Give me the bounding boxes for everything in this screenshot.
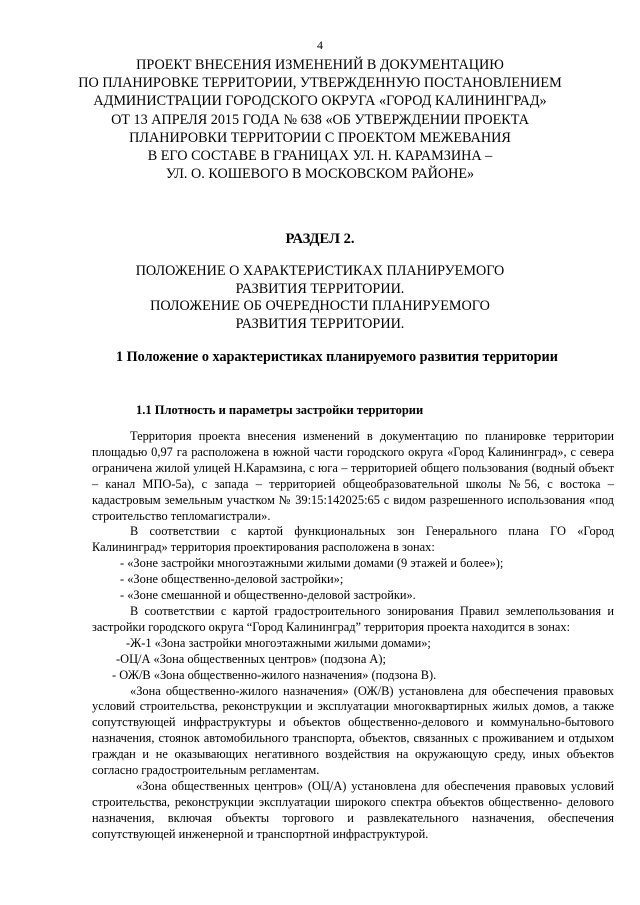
paragraph-zone-oca: «Зона общественных центров» (ОЦ/А) установлена для обеспечения правовых условий строительства, реконструкции эксплуатации широкого спектра объектов общественно- делового назначения, включая объекты торгового и развлекательного назначения, обеспечения сопутствующей инженерной и транспортной инфраструктурой. (92, 778, 614, 841)
list-item-zone-zh1: -Ж-1 «Зона застройки многоэтажными жилыми домами»; (126, 635, 431, 650)
project-title-line: ПЛАНИРОВКИ ТЕРРИТОРИИ С ПРОЕКТОМ МЕЖЕВАНИЯ (129, 129, 511, 146)
list-item-zone-oca: -ОЦ/А «Зона общественных центров» (подзона А); (116, 651, 386, 666)
list-item-zone-ozhv: - ОЖ/В «Зона общественно-жилого назначения» (подзона В). (112, 667, 437, 682)
section-subtitle-line: РАЗВИТИЯ ТЕРРИТОРИИ. (235, 315, 405, 332)
list-item-zone: - «Зоне смешанной и общественно-деловой застройки». (120, 588, 416, 603)
project-title-line: УЛ. О. КОШЕВОГО В МОСКОВСКОМ РАЙОНЕ» (165, 166, 475, 183)
subsection-heading: 1.1 Плотность и параметры застройки территории (136, 403, 424, 417)
project-title-line: ПО ПЛАНИРОВКЕ ТЕРРИТОРИИ, УТВЕРЖДЕННУЮ ПОСТАНОВЛЕНИЕМ (78, 75, 562, 92)
project-title-line: В ЕГО СОСТАВЕ В ГРАНИЦАХ УЛ. Н. КАРАМЗИНА – (147, 148, 493, 165)
paragraph-general-plan: В соответствии с картой функциональных зон Генерального плана ГО «Город Калининград» территория проектирования расположена в зонах: (92, 524, 614, 555)
paragraph-zoning-rules: В соответствии с картой градостроительного зонирования Правил землепользования и застройки городского округа “Город Калининград” территория проекта находится в зонах: (92, 603, 614, 634)
project-title-line: АДМИНИСТРАЦИИ ГОРОДСКОГО ОКРУГА «ГОРОД КАЛИНИНГРАД» (93, 93, 547, 110)
section-subtitle-line: РАЗВИТИЯ ТЕРРИТОРИИ. (235, 280, 405, 297)
section-heading: РАЗДЕЛ 2. (285, 231, 355, 247)
paragraph-zone-ozhv: «Зона общественно-жилого назначения» (ОЖ/В) установлена для обеспечения правовых условий строительства, реконструкции и эксплуатации многоквартирных жилых домов, а также сопутствующей инфраструктуры и объектов общественно-делового и коммунально-бытового назначения, стоянок автомобильного транспорта, объектов, связанных с проживанием и отдыхом граждан и не оказывающих негативного воздействия на окружающую среду, иных объектов согласно градостроительным регламентам. (92, 683, 614, 778)
section-subtitle-line: ПОЛОЖЕНИЕ ОБ ОЧЕРЕДНОСТИ ПЛАНИРУЕМОГО (150, 298, 490, 314)
project-title-line: ОТ 13 АПРЕЛЯ 2015 ГОДА № 638 «ОБ УТВЕРЖДЕНИИ ПРОЕКТА (111, 111, 529, 128)
list-item-zone: - «Зоне общественно-деловой застройки»; (120, 572, 344, 587)
chapter-heading: 1 Положение о характеристиках планируемого развития территории (116, 349, 558, 365)
paragraph-territory-description: Территория проекта внесения изменений в документацию по планировке территории площадью 0,97 га расположена в южной части городского округа «Город Калининград», с севера ограничена жилой улицей Н.Карамзина, с юга – территорией общего пользования (водный объект – канал МПО-5а), с запада – территорией общеобразовательной школы №56, с востока – кадастровым земельным участком № 39:15:142025:65 с видом разрешенного использования «под строительство тепломагистрали». (92, 429, 614, 523)
body-text (92, 429, 614, 843)
list-item-zone: - «Зоне застройки многоэтажными жилыми домами (9 этажей и более»); (120, 556, 504, 571)
section-subtitle (40, 263, 600, 333)
project-title (40, 56, 600, 183)
page-number: 4 (317, 38, 323, 52)
project-title-line: ПРОЕКТ ВНЕСЕНИЯ ИЗМЕНЕНИЙ В ДОКУМЕНТАЦИЮ (136, 57, 504, 73)
section-subtitle-line: ПОЛОЖЕНИЕ О ХАРАКТЕРИСТИКАХ ПЛАНИРУЕМОГО (135, 263, 505, 279)
